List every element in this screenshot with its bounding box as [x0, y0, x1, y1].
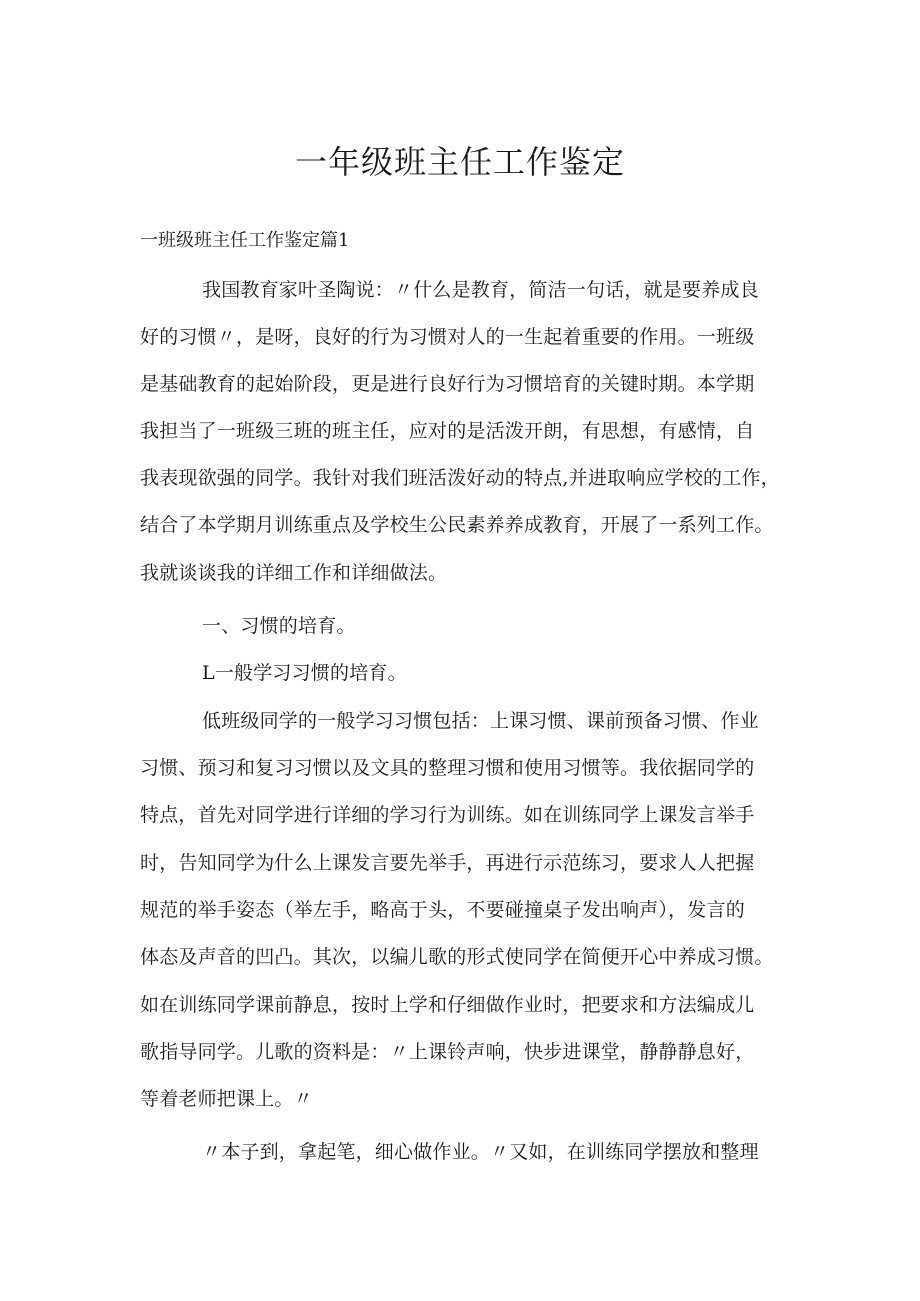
paragraph-line: 我就谈谈我的详细工作和详细做法。 [140, 562, 448, 584]
paragraph-line: 〃本子到，拿起笔，细心做作业。〃又如，在训练同学摆放和整理 [202, 1141, 759, 1163]
paragraph-line: 规范的举手姿态（举左手，略高于头，不要碰撞桌子发出响声），发言的 [140, 899, 745, 921]
paragraph-line: 好的习惯〃，是呀，良好的行为习惯对人的一生起着重要的作用。一班级 [140, 326, 755, 348]
paragraph-line: 特点，首先对同学进行详细的学习行为训练。如在训练同学上课发言举手 [140, 804, 755, 826]
paragraph-line: 体态及声音的凹凸。其次，以编儿歌的形式使同学在简便开心中养成习惯。 [140, 946, 774, 968]
paragraph-line: 是基础教育的起始阶段，更是进行良好行为习惯培育的关键时期。本学期 [140, 373, 755, 395]
paragraph-line: 习惯、预习和复习习惯以及文具的整理习惯和使用习惯等。我依据同学的 [140, 757, 755, 779]
subsection-heading: L一般学习习惯的培育。 [202, 662, 407, 684]
paragraph-line: 结合了本学期月训练重点及学校生公民素养养成教育，开展了一系列工作。 [140, 514, 774, 536]
paragraph-line: 我担当了一班级三班的班主任，应对的是活泼开朗，有思想，有感情，自 [140, 420, 755, 442]
paragraph-line: 等着老师把课上。〃 [140, 1088, 313, 1110]
section-title: 一班级班主任工作鉴定篇1 [140, 230, 350, 251]
paragraph-line: 时，告知同学为什么上课发言要先举手，再进行示范练习，要求人人把握 [140, 852, 755, 874]
paragraph-line: 低班级同学的一般学习习惯包括：上课习惯、课前预备习惯、作业 [202, 710, 759, 732]
paragraph-line: 如在训练同学课前静息，按时上学和仔细做作业时，把要求和方法编成儿 [140, 994, 755, 1016]
paragraph-line: 歌指导同学。儿歌的资料是：〃上课铃声响，快步进课堂，静静静息好， [140, 1041, 755, 1063]
section-heading: 一、习惯的培育。 [202, 615, 356, 637]
paragraph-line: 我表现欲强的同学。我针对我们班活泼好动的特点,并进取响应学校的工作， [140, 467, 780, 489]
document-title: 一年级班主任工作鉴定 [294, 143, 625, 181]
paragraph-line: 我国教育家叶圣陶说：〃什么是教育，简洁一句话，就是要养成良 [202, 279, 759, 301]
